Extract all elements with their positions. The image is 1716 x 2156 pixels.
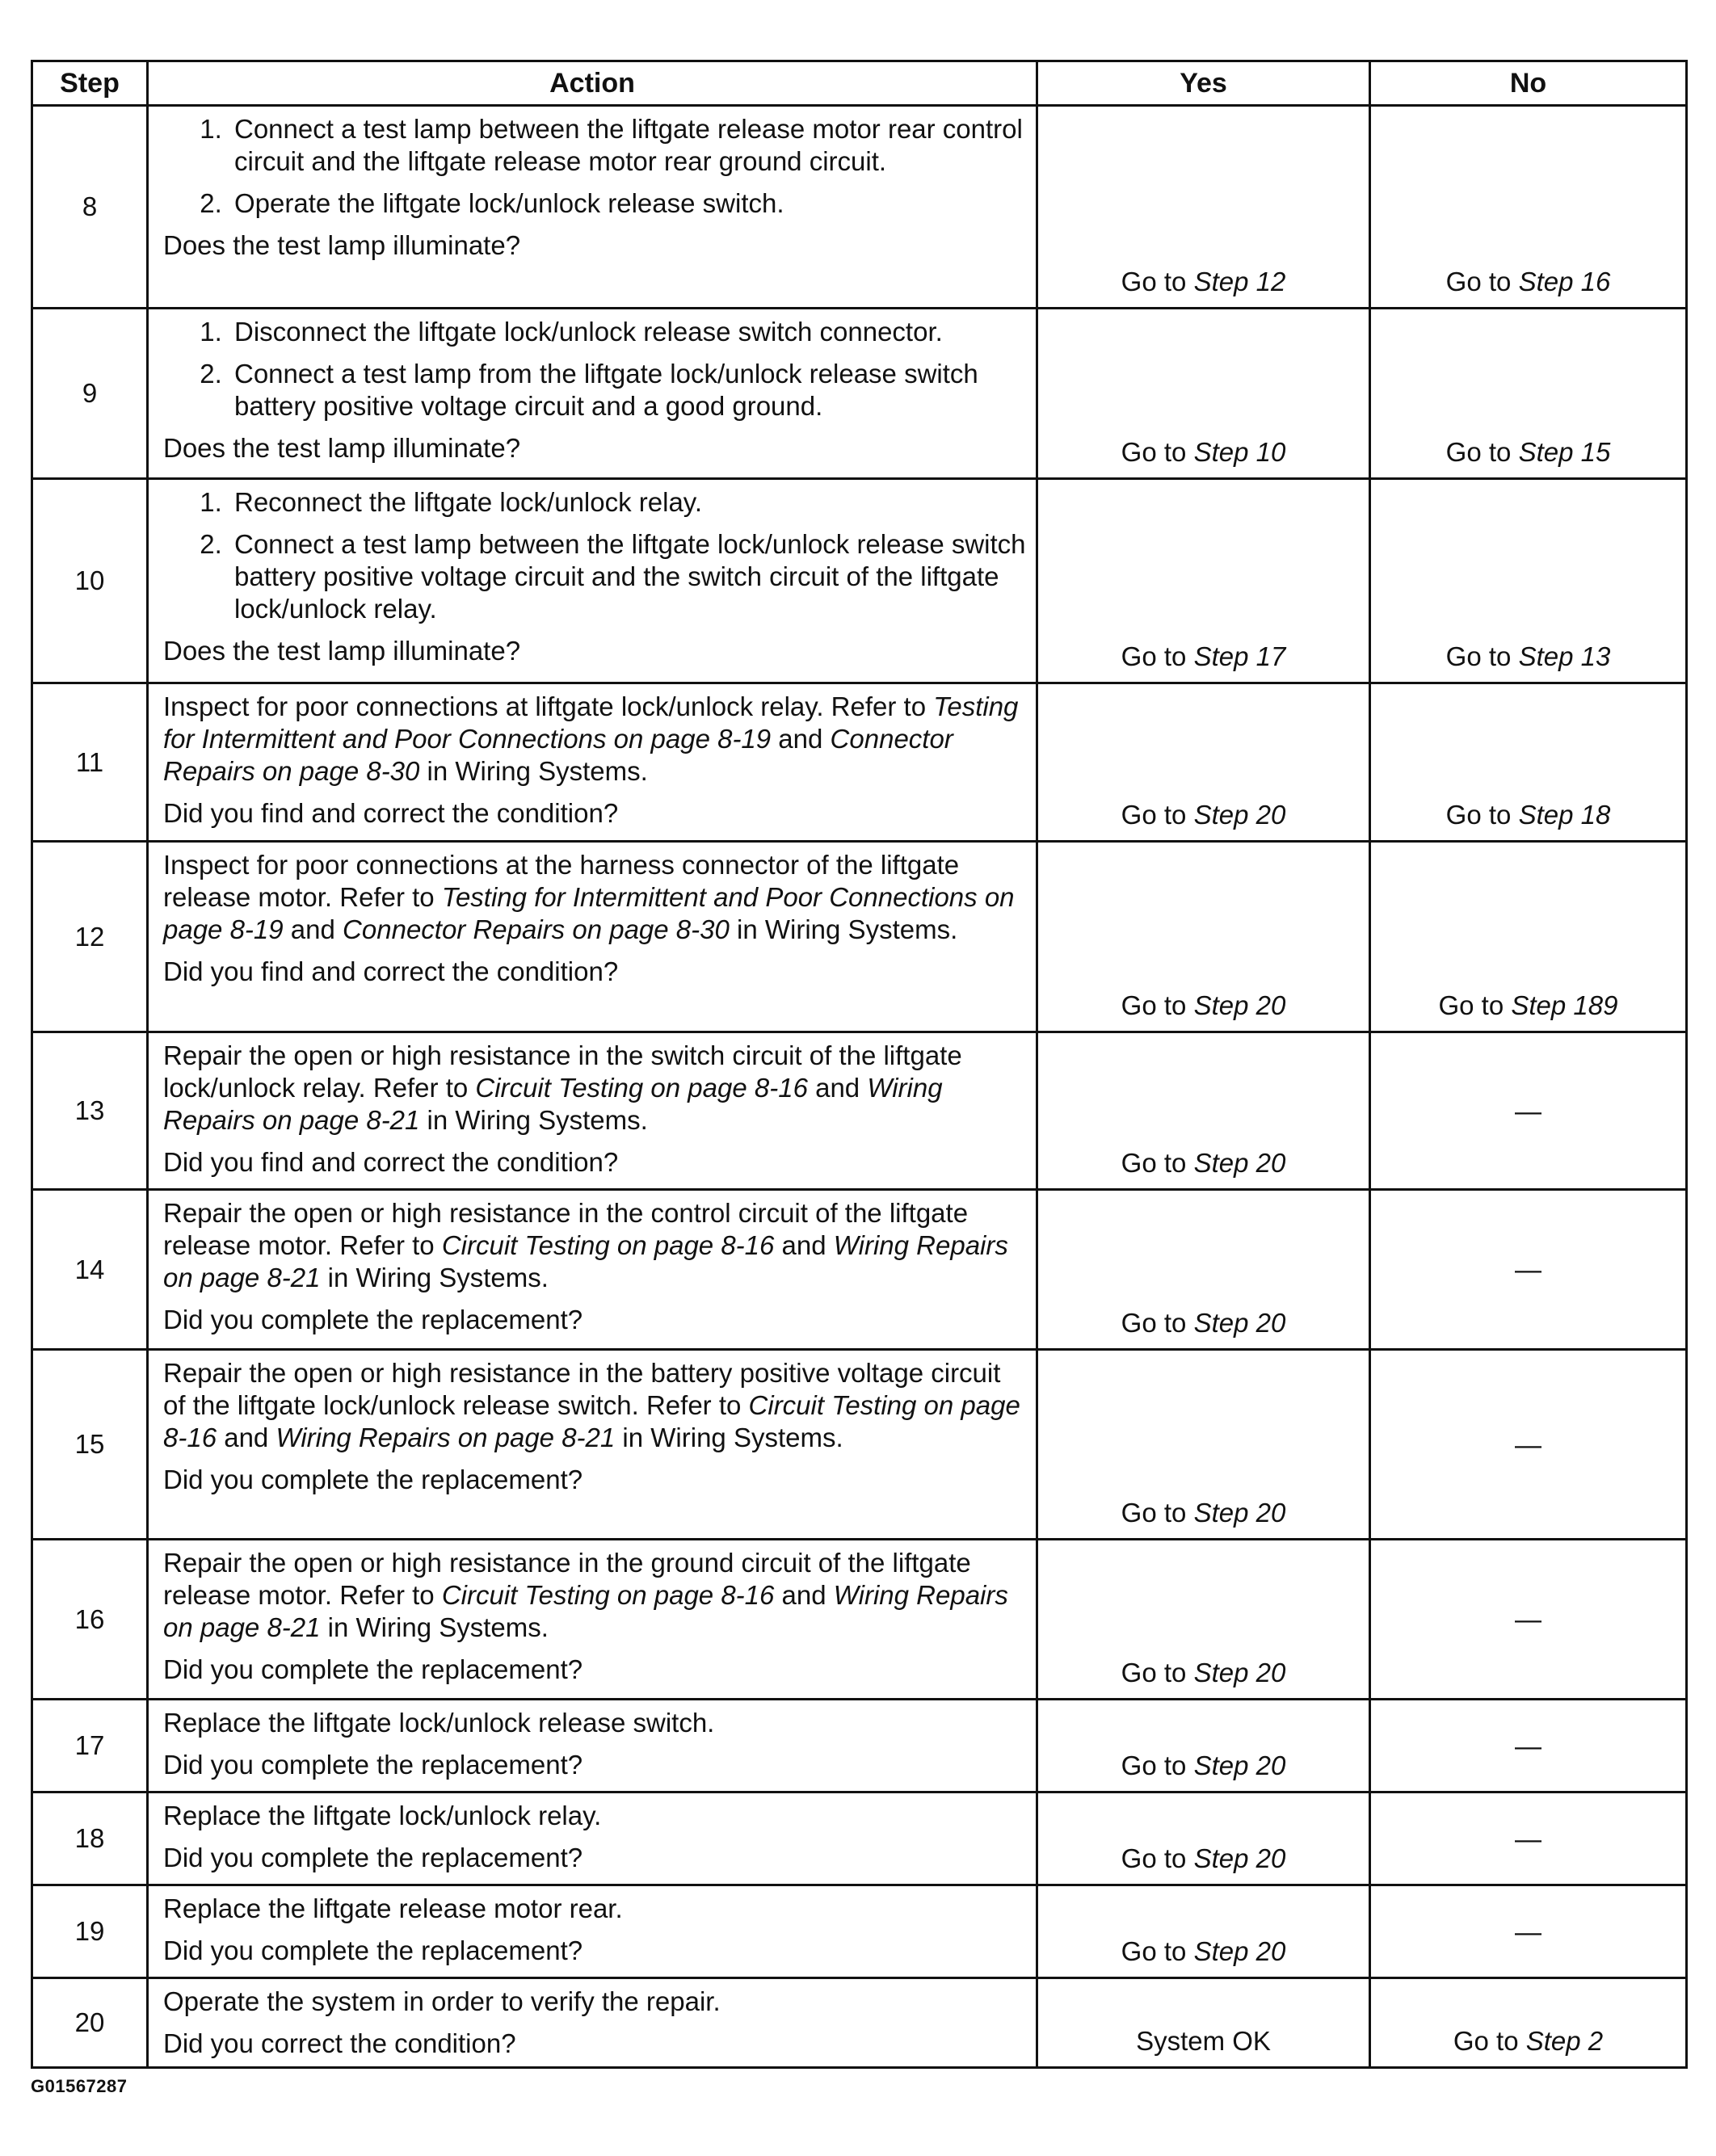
text-run: Go to bbox=[1121, 1843, 1194, 1873]
table-row bbox=[32, 1700, 1687, 1792]
text-run: Go to bbox=[1453, 2026, 1526, 2056]
table-row bbox=[32, 842, 1687, 1032]
text-run: Go to bbox=[1121, 1498, 1194, 1528]
text-run: — bbox=[1515, 1095, 1541, 1126]
text-run: — bbox=[1515, 1730, 1541, 1761]
reference-link: Step 20 bbox=[1193, 990, 1286, 1020]
action-description bbox=[163, 1707, 1028, 1739]
action-description bbox=[163, 1357, 1028, 1454]
no-result bbox=[1370, 1350, 1687, 1540]
text-run: Go to bbox=[1121, 1750, 1194, 1780]
text-run: Replace the liftgate release motor rear. bbox=[163, 1893, 623, 1923]
text-run: in Wiring Systems. bbox=[419, 756, 648, 786]
reference-link: Step 20 bbox=[1193, 1308, 1286, 1338]
table-row bbox=[32, 1190, 1687, 1350]
yes-result bbox=[1037, 842, 1370, 1032]
step-number: 14 bbox=[32, 1190, 148, 1350]
table-row bbox=[32, 1032, 1687, 1190]
text-run: and bbox=[774, 1580, 834, 1610]
reference-link: Step 18 bbox=[1518, 800, 1611, 830]
yes-result bbox=[1037, 309, 1370, 479]
action-question: Did you complete the replacement? bbox=[163, 1843, 583, 1872]
text-run: Go to bbox=[1445, 267, 1519, 296]
text-run: Go to bbox=[1445, 437, 1519, 467]
text-run: Inspect for poor connections at liftgate lock/unlock relay. Refer to bbox=[163, 691, 934, 721]
text-run: and bbox=[283, 914, 343, 944]
reference-link: Step 13 bbox=[1518, 641, 1611, 671]
action-cell bbox=[148, 1885, 1037, 1978]
text-run: Go to bbox=[1121, 437, 1194, 467]
reference-link: Step 12 bbox=[1193, 267, 1286, 296]
step-number: 11 bbox=[32, 683, 148, 842]
text-run: — bbox=[1515, 1823, 1541, 1854]
action-question: Did you find and correct the condition? bbox=[163, 956, 619, 986]
text-run: — bbox=[1515, 1916, 1541, 1947]
reference-link: Step 16 bbox=[1518, 267, 1611, 296]
text-run: and bbox=[807, 1073, 868, 1103]
reference-link: Step 10 bbox=[1193, 437, 1286, 467]
action-question: Did you complete the replacement? bbox=[163, 1465, 583, 1494]
no-result bbox=[1370, 106, 1687, 309]
text-run: Operate the liftgate lock/unlock release switch. bbox=[234, 188, 784, 218]
yes-result bbox=[1037, 1190, 1370, 1350]
reference-link: Step 2 bbox=[1525, 2026, 1604, 2056]
text-run: Replace the liftgate lock/unlock release switch. bbox=[163, 1708, 715, 1738]
diagnostic-table-container bbox=[31, 60, 1688, 2069]
yes-result bbox=[1037, 683, 1370, 842]
step-number: 9 bbox=[32, 309, 148, 479]
no-result bbox=[1370, 1978, 1687, 2068]
yes-result bbox=[1037, 1885, 1370, 1978]
reference-link: Step 20 bbox=[1193, 1750, 1286, 1780]
reference-link: Step 15 bbox=[1518, 437, 1611, 467]
action-question: Did you complete the replacement? bbox=[163, 1750, 583, 1780]
no-result bbox=[1370, 1540, 1687, 1700]
action-step bbox=[229, 528, 1028, 625]
action-cell bbox=[148, 479, 1037, 683]
no-result bbox=[1370, 1032, 1687, 1190]
action-description bbox=[163, 849, 1028, 946]
text-run: Inspect for poor connections at the harness connector of the liftgate release motor. Refer to bbox=[163, 850, 960, 912]
text-run: Operate the system in order to verify the repair. bbox=[163, 1986, 721, 2016]
table-row bbox=[32, 1885, 1687, 1978]
table-header-row bbox=[32, 61, 1687, 106]
text-run: — bbox=[1515, 1429, 1541, 1460]
table-row bbox=[32, 1792, 1687, 1885]
text-run: in Wiring Systems. bbox=[419, 1105, 648, 1135]
yes-result bbox=[1037, 1032, 1370, 1190]
reference-link: Step 20 bbox=[1193, 1498, 1286, 1528]
step-number: 12 bbox=[32, 842, 148, 1032]
action-steps-list bbox=[163, 113, 1028, 220]
text-run: Replace the liftgate lock/unlock relay. bbox=[163, 1801, 602, 1830]
action-question: Does the test lamp illuminate? bbox=[163, 230, 521, 260]
text-run: Go to bbox=[1121, 1936, 1194, 1966]
text-run: Go to bbox=[1121, 1308, 1194, 1338]
action-cell bbox=[148, 309, 1037, 479]
yes-result bbox=[1037, 1540, 1370, 1700]
reference-link: Connector Repairs on page 8-30 bbox=[343, 914, 730, 944]
text-run: and bbox=[774, 1230, 834, 1260]
table-row bbox=[32, 106, 1687, 309]
reference-link: Circuit Testing on page 8-16 bbox=[441, 1230, 775, 1260]
action-step bbox=[229, 187, 1028, 220]
text-run: and bbox=[771, 724, 831, 754]
header-step: Step bbox=[32, 61, 148, 106]
action-step bbox=[229, 113, 1028, 178]
text-run: Go to bbox=[1121, 267, 1194, 296]
reference-link: Step 189 bbox=[1511, 990, 1618, 1020]
reference-link: Circuit Testing on page 8-16 bbox=[475, 1073, 808, 1103]
step-number: 13 bbox=[32, 1032, 148, 1190]
step-number: 15 bbox=[32, 1350, 148, 1540]
step-number: 16 bbox=[32, 1540, 148, 1700]
text-run: Disconnect the liftgate lock/unlock release switch connector. bbox=[234, 317, 943, 347]
no-result bbox=[1370, 842, 1687, 1032]
text-run: Repair the open or high resistance in the ground circuit of the liftgate release motor. Refer to bbox=[163, 1548, 971, 1610]
action-description bbox=[163, 1040, 1028, 1137]
text-run: Go to bbox=[1121, 641, 1194, 671]
diagnostic-table bbox=[31, 60, 1688, 2069]
action-question: Did you correct the condition? bbox=[163, 2028, 516, 2058]
action-cell bbox=[148, 106, 1037, 309]
action-cell bbox=[148, 1540, 1037, 1700]
reference-link: Step 17 bbox=[1193, 641, 1286, 671]
text-run: Go to bbox=[1121, 1658, 1194, 1687]
text-run: in Wiring Systems. bbox=[615, 1423, 843, 1452]
action-description bbox=[163, 1893, 1028, 1925]
header-action: Action bbox=[148, 61, 1037, 106]
text-run: Go to bbox=[1445, 800, 1519, 830]
yes-result bbox=[1037, 479, 1370, 683]
reference-link: Step 20 bbox=[1193, 1936, 1286, 1966]
reference-link: Step 20 bbox=[1193, 1148, 1286, 1178]
text-run: — bbox=[1515, 1604, 1541, 1634]
action-cell bbox=[148, 1032, 1037, 1190]
reference-link: Circuit Testing on page 8-16 bbox=[441, 1580, 775, 1610]
action-step bbox=[229, 486, 1028, 519]
reference-link: Step 20 bbox=[1193, 1843, 1286, 1873]
yes-result bbox=[1037, 1978, 1370, 2068]
action-step bbox=[229, 358, 1028, 422]
no-result bbox=[1370, 309, 1687, 479]
step-number: 18 bbox=[32, 1792, 148, 1885]
action-steps-list bbox=[163, 316, 1028, 422]
no-result bbox=[1370, 1700, 1687, 1792]
text-run: Repair the open or high resistance in the battery positive voltage circuit of the liftgate lock/unlock release switch. Refer to bbox=[163, 1358, 1001, 1420]
figure-id: G01567287 bbox=[31, 2076, 128, 2096]
action-description bbox=[163, 691, 1028, 788]
text-run: and bbox=[217, 1423, 276, 1452]
text-run: Repair the open or high resistance in the switch circuit of the liftgate lock/unlock relay. Refer to bbox=[163, 1040, 962, 1103]
action-question: Did you complete the replacement? bbox=[163, 1935, 583, 1965]
action-description bbox=[163, 1986, 1028, 2018]
step-number: 8 bbox=[32, 106, 148, 309]
action-cell bbox=[148, 1700, 1037, 1792]
step-number: 17 bbox=[32, 1700, 148, 1792]
action-question: Did you find and correct the condition? bbox=[163, 798, 619, 828]
action-question: Does the test lamp illuminate? bbox=[163, 636, 521, 666]
text-run: Reconnect the liftgate lock/unlock relay. bbox=[234, 487, 703, 517]
action-steps-list bbox=[163, 486, 1028, 625]
step-number: 19 bbox=[32, 1885, 148, 1978]
reference-link: Circuit Testing on page 8-16 bbox=[163, 1390, 1020, 1452]
reference-link: Testing for Intermittent and Poor Connections on page 8-19 bbox=[163, 691, 1019, 754]
text-run: Connect a test lamp from the liftgate lock/unlock release switch battery positive voltage circuit and a good ground. bbox=[234, 359, 978, 421]
reference-link: Step 20 bbox=[1193, 800, 1286, 830]
action-cell bbox=[148, 842, 1037, 1032]
text-run: Go to bbox=[1121, 800, 1194, 830]
step-number: 20 bbox=[32, 1978, 148, 2068]
action-description bbox=[163, 1547, 1028, 1644]
action-question: Did you complete the replacement? bbox=[163, 1654, 583, 1684]
text-run: Connect a test lamp between the liftgate lock/unlock release switch battery positive voltage circuit and the switch circuit of the liftgate lock/unlock relay. bbox=[234, 529, 1026, 624]
no-result bbox=[1370, 1792, 1687, 1885]
action-cell bbox=[148, 1350, 1037, 1540]
action-question: Did you complete the replacement? bbox=[163, 1305, 583, 1334]
reference-link: Wiring Repairs on page 8-21 bbox=[163, 1230, 1008, 1292]
text-run: Go to bbox=[1121, 1148, 1194, 1178]
reference-link: Wiring Repairs on page 8-21 bbox=[163, 1580, 1008, 1642]
no-result bbox=[1370, 1190, 1687, 1350]
header-yes: Yes bbox=[1037, 61, 1370, 106]
header-no: No bbox=[1370, 61, 1687, 106]
no-result bbox=[1370, 1885, 1687, 1978]
table-row bbox=[32, 1978, 1687, 2068]
table-body bbox=[32, 106, 1687, 2068]
reference-link: Step 20 bbox=[1193, 1658, 1286, 1687]
text-run: — bbox=[1515, 1255, 1541, 1284]
text-run: in Wiring Systems. bbox=[729, 914, 958, 944]
table-row bbox=[32, 683, 1687, 842]
text-run: Go to bbox=[1438, 990, 1512, 1020]
table-row bbox=[32, 1350, 1687, 1540]
text-run: Go to bbox=[1121, 990, 1194, 1020]
reference-link: Wiring Repairs on page 8-21 bbox=[275, 1423, 616, 1452]
text-run: Connect a test lamp between the liftgate release motor rear control circuit and the liftgate release motor rear ground circuit. bbox=[234, 114, 1023, 176]
action-step bbox=[229, 316, 1028, 348]
yes-result bbox=[1037, 1350, 1370, 1540]
text-run: in Wiring Systems. bbox=[320, 1263, 549, 1292]
reference-link: Connector Repairs on page 8-30 bbox=[163, 724, 953, 786]
action-description bbox=[163, 1197, 1028, 1294]
step-number: 10 bbox=[32, 479, 148, 683]
action-cell bbox=[148, 1792, 1037, 1885]
no-result bbox=[1370, 683, 1687, 842]
text-run: Repair the open or high resistance in the control circuit of the liftgate release motor. Refer to bbox=[163, 1198, 969, 1260]
action-cell bbox=[148, 683, 1037, 842]
no-result bbox=[1370, 479, 1687, 683]
yes-result bbox=[1037, 1700, 1370, 1792]
action-description bbox=[163, 1800, 1028, 1832]
text-run: System OK bbox=[1136, 2026, 1271, 2056]
action-question: Did you find and correct the condition? bbox=[163, 1147, 619, 1177]
reference-link: Testing for Intermittent and Poor Connections on page 8-19 bbox=[163, 882, 1015, 944]
yes-result bbox=[1037, 106, 1370, 309]
text-run: Go to bbox=[1445, 641, 1519, 671]
action-cell bbox=[148, 1190, 1037, 1350]
table-row bbox=[32, 309, 1687, 479]
action-cell bbox=[148, 1978, 1037, 2068]
reference-link: Wiring Repairs on page 8-21 bbox=[163, 1073, 943, 1135]
table-row bbox=[32, 1540, 1687, 1700]
action-question: Does the test lamp illuminate? bbox=[163, 433, 521, 463]
yes-result bbox=[1037, 1792, 1370, 1885]
table-row bbox=[32, 479, 1687, 683]
text-run: in Wiring Systems. bbox=[320, 1612, 549, 1642]
